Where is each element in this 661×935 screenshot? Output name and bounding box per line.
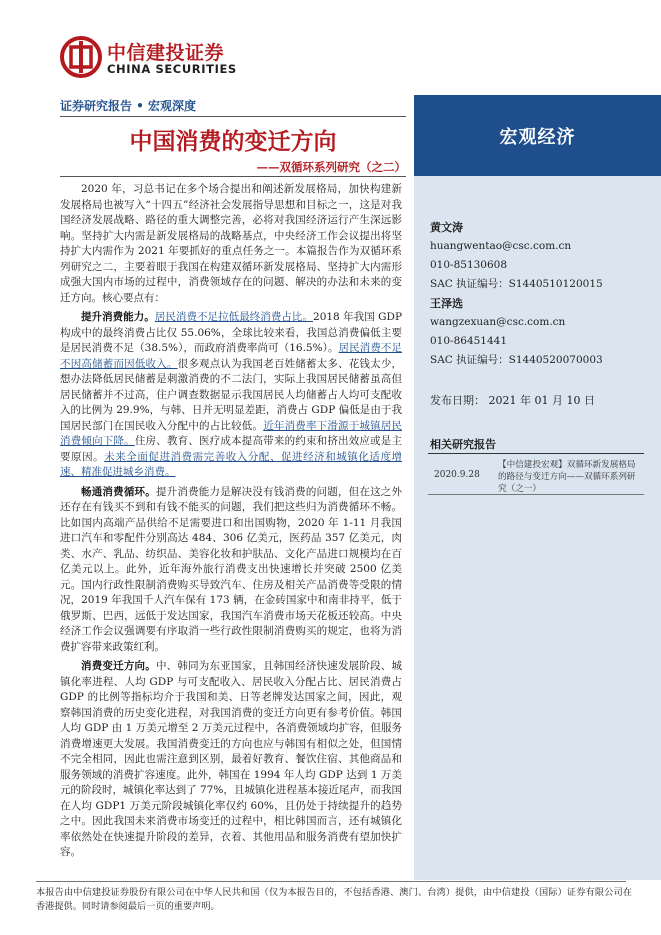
disclaimer-footer: 本报告由中信建投证券股份有限公司在中华人民共和国（仅为本报告目的，不包括香港、澳门、台湾）提供，由中信建投（国际）证券有限公司在香港提供。同时请参阅最后一页的重要声明。 (36, 887, 632, 912)
analyst-list (430, 218, 650, 370)
publish-date-label: 发布日期： (430, 394, 485, 407)
analyst-name: 王泽选 (430, 297, 463, 310)
sector-banner (414, 95, 661, 176)
related-report-date: 2020.9.28 (434, 470, 480, 480)
sector-label: 宏观经济 (499, 127, 576, 148)
analyst-name: 黄文涛 (430, 221, 463, 234)
analyst-phone: 010-85130608 (430, 259, 508, 271)
paragraph-consumption-direction (60, 659, 402, 861)
analyst-email[interactable]: wangzexuan@csc.com.cn (430, 316, 566, 328)
analyst-sac: SAC 执证编号：S1440520070003 (430, 354, 603, 366)
publish-date (430, 392, 595, 408)
title-divider (60, 116, 406, 117)
publish-date-value: 2021 年 01 月 10 日 (488, 394, 595, 407)
report-body (60, 182, 402, 865)
paragraph-consumption-capacity (60, 310, 402, 481)
key-finding: 未来全面促进消费需完善收入分配、促进经济和城镇化适度增速、精准促进城乡消费。 (60, 450, 403, 478)
related-reports-title: 相关研究报告 (430, 438, 496, 451)
paragraph-lead: 畅通消费循环。 (81, 485, 156, 498)
report-type: 证券研究报告 • 宏观深度 (60, 99, 197, 113)
subtitle-divider (60, 176, 406, 177)
analyst-card (430, 218, 650, 294)
key-finding: 居民消费不足拉低最终消费占比。 (154, 311, 314, 323)
related-report-title[interactable]: 【中信建投宏观】双循环新发展格局的路径与变迁方向——双循环系列研究（之一） (498, 460, 636, 494)
analyst-card (430, 294, 650, 370)
related-divider (428, 453, 644, 454)
brand-name-cn: 中信建投证券 (107, 42, 225, 64)
cs-logo-icon (60, 36, 102, 78)
paragraph-text: 提升消费能力是解决没有钱消费的问题，但在这之外还存在有钱买不到和有钱不能买的问题，我们把这些归为消费循环不畅。比如国内高端产品供给不足需要进口和出国购物，2020 年 1-11 月我国进口汽车和零配件分别高达 484、306 亿美元，医药品 357 亿美元，肉类、水产、乳品、纺织品、美容化妆和护肤品、文化产品进口规模均在百亿美元以上。此外，近年海外旅行消费支出快速增长并突破 2500 亿美元。国内行政性限制消费购买导致汽车、住房及相关产品消费等受限的情况，2019 年我国千人汽车保有 173 辆，在金砖国家中和南非持平，低于俄罗斯、巴西，远低于发达国家，我国汽车消费市场天花板还较高。中央经济工作会议强调要有序取消一些行政性限制消费购买的规定，也将为消费扩容带来政策红利。 (60, 485, 403, 653)
page-subtitle: ——双循环系列研究（之二） (256, 160, 406, 174)
paragraph-lead: 消费变迁方向。 (81, 660, 156, 672)
analyst-email[interactable]: huangwentao@csc.com.cn (430, 240, 572, 252)
key-finding: 居民消费不足不因高储蓄而因低收入。 (60, 342, 403, 370)
paragraph-text: 中、韩同为东亚国家，且韩国经济快速发展阶段、城镇化率进程、人均 GDP 与可支配收入、居民收入分配占比、居民消费占 GDP 的比例等指标均介于我国和美、日等老牌发达国家之间，因此，观察韩国消费的历史变化进程，对我国消费的变迁方向更有参考价值。韩国人均 GDP 由 1 万美元增至 2 万美元过程中，各消费领域均扩容，但服务消费增速更大发展。我国消费变迁的方向也应与韩国有相似之处，但国情不完全相同，因此也需注意到区别，最着好教育、餐饮住宿、其他商品和服务领域的消费扩容速度。此外，韩国在 1994 年人均 GDP 达到 1 万美元的阶段时，城镇化率达到了 77%，且城镇化进程基本接近尾声，而我国在人均 GDP1 万美元阶段城镇化率仅约 60%，且仍处于持续提升的趋势之中。因此我国未来消费市场变迁的过程中，相比韩国而言，还有城镇化率依然处在快速提升阶段的差异，衣着、其他用品和服务消费有望加快扩容。 (60, 660, 403, 858)
paragraph-text: 2018 年我国 GDP 构成中的最终消费占比仅 55.06%，全球比较来看，我国总消费偏低主要是居民消费不足（38.5%），而政府消费率尚可（16.5%）。 (60, 311, 403, 354)
paragraph-text: 很多观点认为我国老百姓储蓄太多、花钱太少，想办法降低居民储蓄是刺激消费的不二法门，实际上我国居民储蓄虽高但居民储蓄并不过高，住户调查数据显示我国居民人均储蓄占人均可支配收入的比例为 29.9%，与韩、日并无明显差距，消费占 GDP 偏低是由于我国居民部门在国民收入分配中的占比较低。 (60, 357, 403, 432)
paragraph-text: 住房、教育、医疗成本提高带来的约束和挤出效应或是主要原因。 (60, 435, 403, 463)
key-finding: 近年消费率下滑源于城镇居民消费倾向下降。 (60, 419, 403, 447)
brand-logo (60, 36, 260, 78)
analyst-sac: SAC 执证编号：S1440510120015 (430, 278, 603, 290)
brand-name-en: CHINA SECURITIES (107, 62, 237, 76)
intro-paragraph: 2020 年，习总书记在多个场合提出和阐述新发展格局，加快构建新发展格局也被写入“十四五”经济社会发展指导思想和目标之一，这是对我国经济发展战略、路径的重大调整完善，必将对我国经济运行产生深远影响。坚持扩大内需是新发展格局的战略基点，中央经济工作会议提出将坚持扩大内需作为 2021 年要抓好的重点任务之一。本篇报告作为双循环系列研究之二，主要着眼于我国在构建双循环新发展格局、坚持扩大内需形成强大国内市场的过程中，消费领域存在的问题、解决的办法和未来的变迁方向。核心要点有： (60, 183, 402, 304)
page-title: 中国消费的变迁方向 (129, 129, 337, 155)
paragraph-lead: 提升消费能力。 (81, 311, 155, 323)
paragraph-consumption-cycle (60, 485, 402, 656)
related-report-item[interactable] (428, 458, 644, 494)
footer-divider (36, 881, 626, 882)
analyst-phone: 010-86451441 (430, 335, 508, 347)
related-divider-bottom (428, 494, 644, 495)
